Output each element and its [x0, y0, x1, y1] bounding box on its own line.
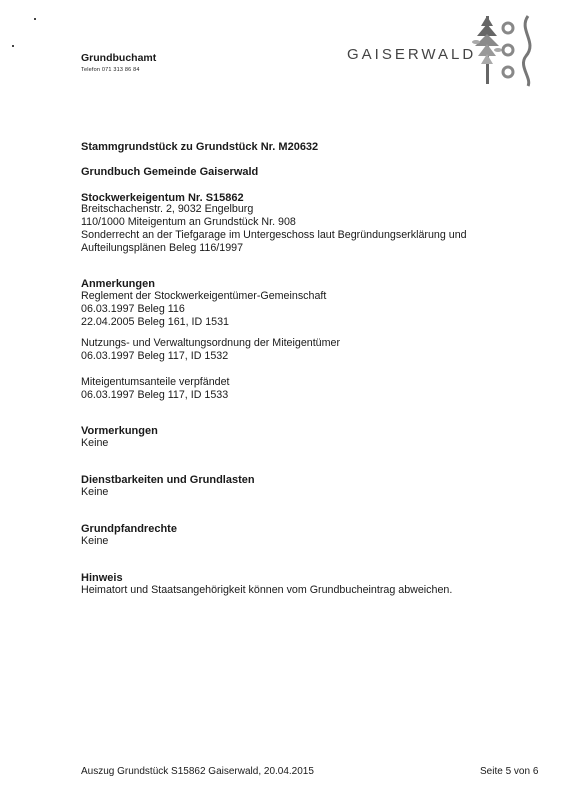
grundpfandrechte-value: Keine — [81, 535, 109, 547]
anmerkung-line: 06.03.1997 Beleg 117, ID 1533 — [81, 389, 229, 401]
hinweis-heading: Hinweis — [81, 572, 123, 584]
vormerkungen-value: Keine — [81, 437, 109, 449]
register-name: Grundbuch Gemeinde Gaiserwald — [81, 166, 259, 178]
scan-speck — [12, 45, 14, 47]
page-number: Seite 5 von 6 — [480, 766, 539, 777]
property-share: 110/1000 Miteigentum an Grundstück Nr. 908 — [81, 216, 296, 228]
office-phone: Telefon 071 313 86 84 — [81, 67, 140, 73]
office-name: Grundbuchamt — [81, 52, 157, 64]
dienstbarkeiten-heading: Dienstbarkeiten und Grundlasten — [81, 474, 255, 486]
property-heading: Stockwerkeigentum Nr. S15862 — [81, 192, 244, 204]
property-address: Breitschachenstr. 2, 9032 Engelburg — [81, 203, 254, 215]
anmerkung-line: 06.03.1997 Beleg 116 — [81, 303, 185, 315]
anmerkung-line: Nutzungs- und Verwaltungsordnung der Miteigentümer — [81, 337, 341, 349]
property-special-right-cont: Aufteilungsplänen Beleg 116/1997 — [81, 242, 244, 254]
scan-speck — [34, 18, 36, 20]
hinweis-text: Heimatort und Staatsangehörigkeit können vom Grundbucheintrag abweichen. — [81, 584, 453, 596]
anmerkung-line: Miteigentumsanteile verpfändet — [81, 376, 230, 388]
municipality-name: GAISERWALD — [347, 46, 477, 63]
grundpfandrechte-heading: Grundpfandrechte — [81, 523, 177, 535]
municipality-logo — [466, 12, 544, 88]
document-title: Stammgrundstück zu Grundstück Nr. M20632 — [81, 141, 319, 153]
anmerkung-line: Reglement der Stockwerkeigentümer-Gemeinschaft — [81, 290, 327, 302]
anmerkungen-heading: Anmerkungen — [81, 278, 155, 290]
dienstbarkeiten-value: Keine — [81, 486, 109, 498]
property-special-right: Sonderrecht an der Tiefgarage im Untergeschoss laut Begründungserklärung und — [81, 229, 467, 241]
anmerkung-line: 22.04.2005 Beleg 161, ID 1531 — [81, 316, 229, 328]
vormerkungen-heading: Vormerkungen — [81, 425, 158, 437]
anmerkung-line: 06.03.1997 Beleg 117, ID 1532 — [81, 350, 229, 362]
footer-excerpt: Auszug Grundstück S15862 Gaiserwald, 20.04.2015 — [81, 766, 314, 777]
